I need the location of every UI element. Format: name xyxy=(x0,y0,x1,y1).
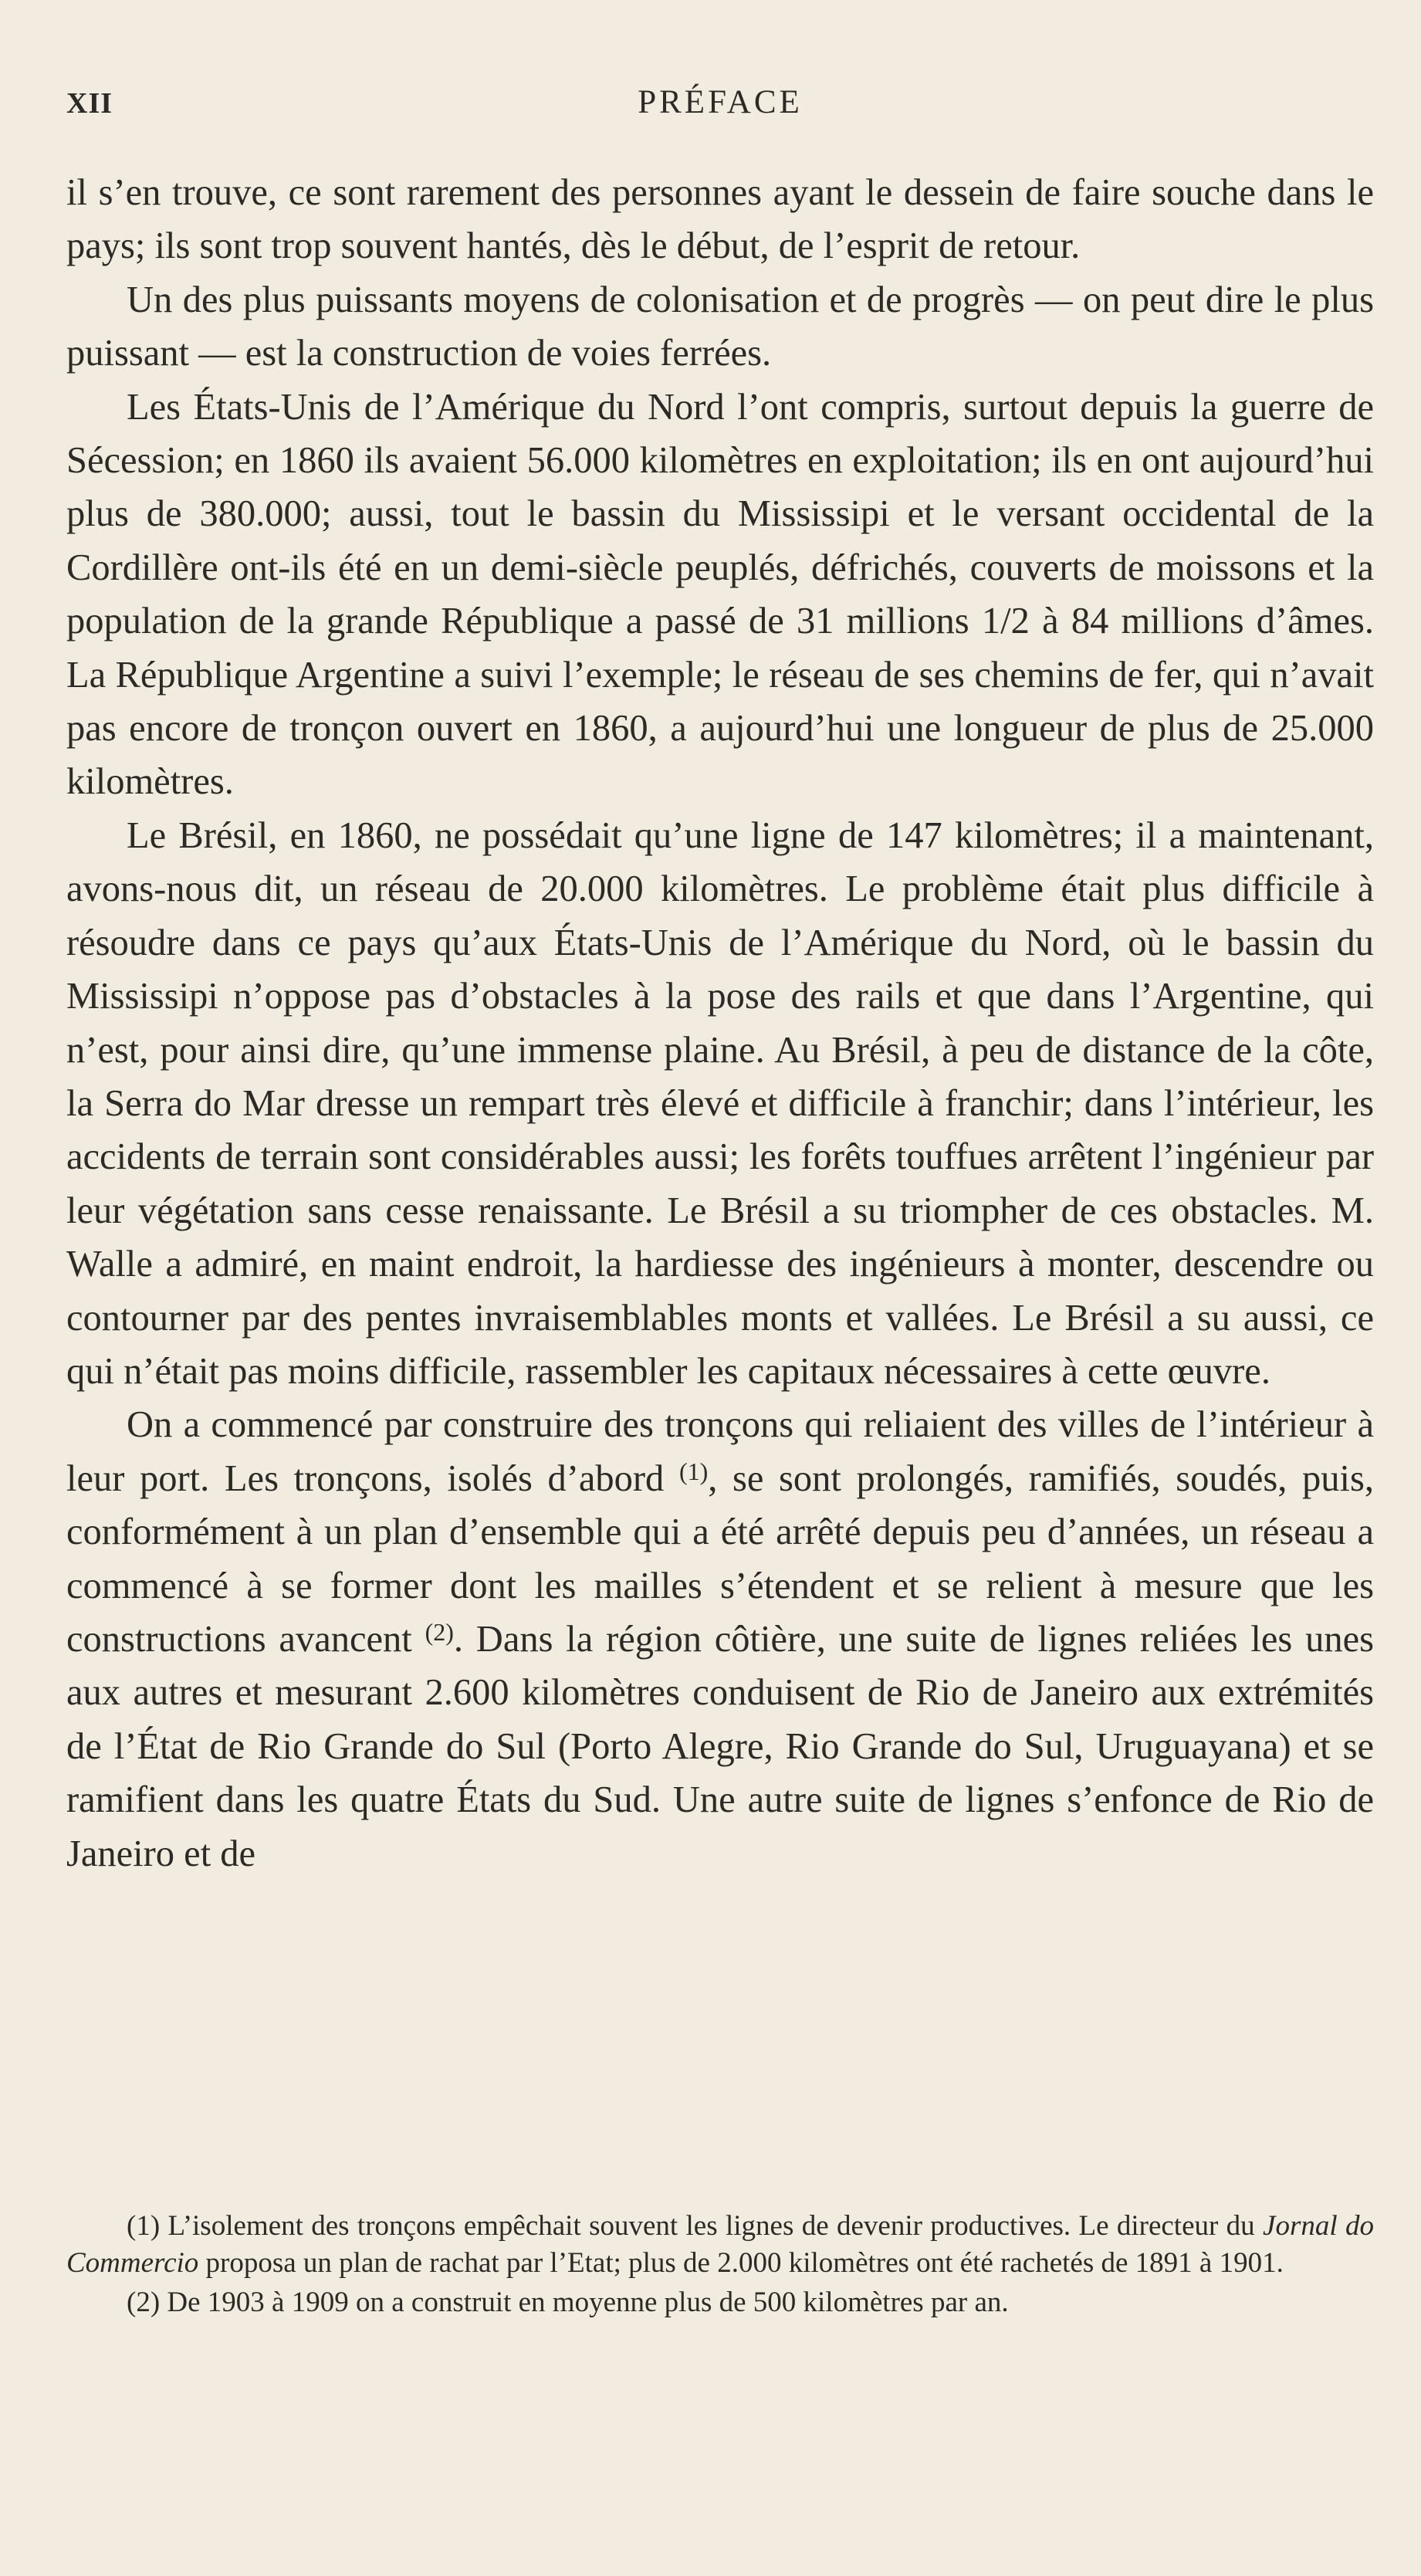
footnote-mark: (1) xyxy=(127,2210,161,2242)
paragraph: Les États-Unis de l’Amérique du Nord l’ont compris, surtout depuis la guerre de Sécession; en 1860 ils avaient 56.000 kilomètres en exploitation; ils en ont aujourd’hui plus de 380.000; aussi, tout le bassin du Mississipi et le versant occidental de la Cordillère ont-ils été en un demi-siècle peuplés, défrichés, couverts de moissons et la population de la grande République a passé de 31 millions 1/2 à 84 millions d’âmes. La République Argentine a suivi l’exemple; le réseau de ses chemins de fer, qui n’avait pas encore de tronçon ouvert en 1860, a aujourd’hui une longueur de plus de 25.000 kilomètres. xyxy=(66,386,1374,803)
paragraph: Un des plus puissants moyens de colonisation et de progrès — on peut dire le plus puissant — est la construction de voies ferrées. xyxy=(66,279,1374,374)
footnotes xyxy=(66,2208,1374,2324)
paragraph-text: , se sont prolongés, ramifiés, soudés, puis, conformément à un plan d’ensemble qui a été arrêté depuis peu d’années, un réseau a commencé à se former dont les mailles s’étendent et se relient à mesure que les constructions avancent xyxy=(66,1457,1374,1660)
footnote-2 xyxy=(66,2284,1374,2321)
paragraph xyxy=(66,1398,1374,1880)
running-title: PRÉFACE xyxy=(638,84,803,120)
paragraph-text: On a commencé par construire des tronçons qui reliaient des villes de l’intérieur à leur port. Les tronçons, isolés d’abord xyxy=(66,1404,1374,1499)
page-header xyxy=(66,83,1374,130)
page-number: XII xyxy=(66,87,113,120)
footnote-text: L’isolement des tronçons empêchait souvent les lignes de devenir productives. Le directeur du xyxy=(160,2210,1264,2242)
footnote-text: proposa un plan de rachat par l’Etat; plus de 2.000 kilomètres ont été rachetés de 1891 à 1901. xyxy=(198,2247,1284,2279)
newspaper-title: Jornal do Commercio xyxy=(66,2210,1374,2279)
paragraph-text: . Dans la région côtière, une suite de lignes reliées les unes aux autres et mesurant 2.600 kilomètres conduisent de Rio de Janeiro aux extrémités de l’État de Rio Grande do Sul (Porto Alegre, Rio Grande do Sul, Uruguayana) et se ramifient dans les quatre États du Sud. Une autre suite de lignes s’enfonce de Rio de Janeiro et de xyxy=(66,1618,1374,1874)
paragraph: Le Brésil, en 1860, ne possédait qu’une ligne de 147 kilomètres; il a maintenant, avons-nous dit, un réseau de 20.000 kilomètres. Le problème était plus difficile à résoudre dans ce pays qu’aux États-Unis de l’Amérique du Nord, où le bassin du Mississipi n’oppose pas d’obstacles à la pose des rails et que dans l’Argentine, qui n’est, pour ainsi dire, qu’une immense plaine. Au Brésil, à peu de distance de la côte, la Serra do Mar dresse un rempart très élevé et difficile à franchir; dans l’intérieur, les accidents de terrain sont considérables aussi; les forêts touffues arrêtent l’ingénieur par leur végétation sans cesse renaissante. Le Brésil a su triompher de ces obstacles. M. Walle a admiré, en maint endroit, la hardiesse des ingénieurs à monter, descendre ou contourner par des pentes invraisemblables monts et vallées. Le Brésil a su aussi, ce qui n’était pas moins difficile, rassembler les capitaux nécessaires à cette œuvre. xyxy=(66,814,1374,1392)
footnote-text: De 1903 à 1909 on a construit en moyenne plus de 500 kilomètres par an. xyxy=(160,2287,1009,2318)
footnote-ref-1[interactable]: (1) xyxy=(678,1457,709,1485)
footnote-mark: (2) xyxy=(127,2287,161,2318)
body-text xyxy=(66,166,1374,1880)
paragraph: il s’en trouve, ce sont rarement des personnes ayant le dessein de faire souche dans le pays; ils sont trop souvent hantés, dès le début, de l’esprit de retour. xyxy=(66,172,1374,267)
footnote-ref-2[interactable]: (2) xyxy=(425,1617,454,1646)
footnote-1 xyxy=(66,2208,1374,2282)
